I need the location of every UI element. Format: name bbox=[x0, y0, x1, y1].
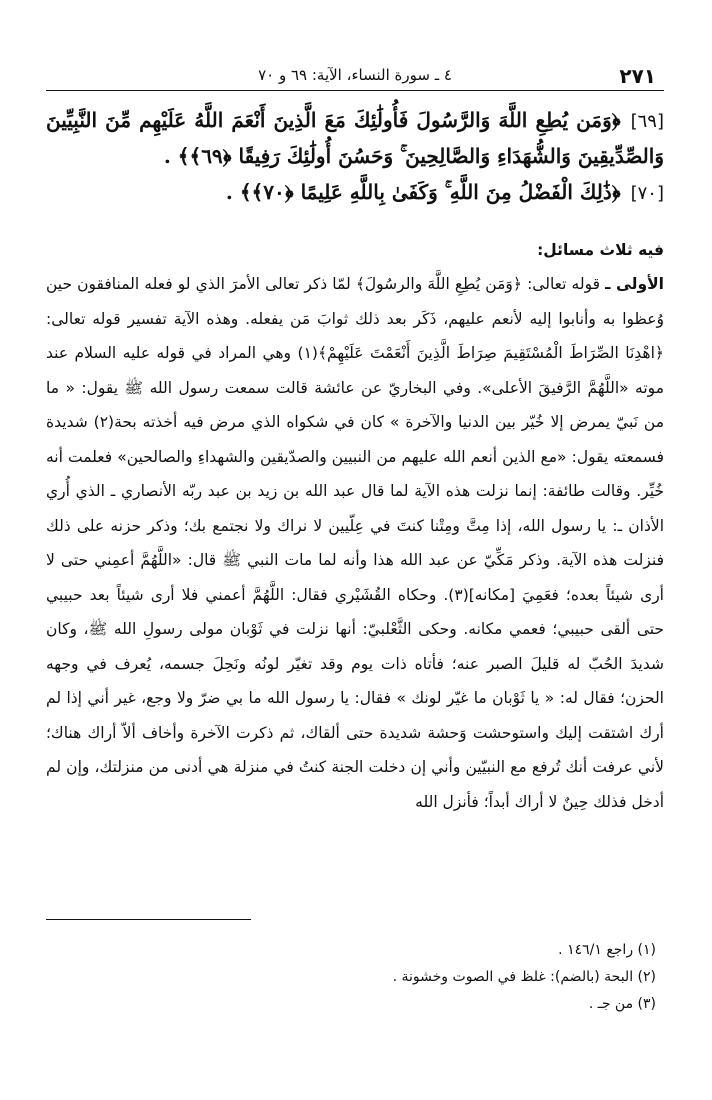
page-header bbox=[46, 58, 664, 91]
verse-number: [٧٠] bbox=[630, 183, 664, 204]
verse-text: ﴿وَمَن يُطِعِ اللَّهَ وَالرَّسُولَ فَأُولَٰئِكَ مَعَ الَّذِينَ أَنْعَمَ اللَّهُ عَلَيْهِم مِّنَ النَّبِيِّينَ وَالصِّدِّيقِينَ وَالشُّهَدَاءِ وَالصَّالِحِينَ ۚ وَحَسُنَ أُولَٰئِكَ رَفِيقًا ﴿٦٩﴾﴾ . bbox=[46, 108, 664, 168]
page-number: ٢٧١ bbox=[619, 64, 656, 88]
body-text: قوله تعالى: ﴿وَمَن يُطِعِ اللَّهَ والرسُولَ﴾ لمّا ذكر تعالى الأمرَ الذي لو فعله المنافقون حين وُعظوا به وأنابوا إليه لأنعم عليهم، ذَكَر بعد ذلك ثوابَ مَن يفعله. وهذه الآية تفسير قوله تعالى: ﴿اهْدِنَا الصِّرَاطَ الْمُسْتَقِيمَ صِرَاطَ الَّذِينَ أَنْعَمْتَ عَلَيْهِمْ﴾(١) وهي المراد في قوله عليه السلام عند موته «اللَّهُمَّ الرَّفيقَ الأعلى». وفي البخاريّ عن عائشة قالت سمعت رسول الله ﷺ يقول: « ما من نَبيّ يمرض إلا خُيّر بين الدنيا والآخرة » كان في شكواه الذي مرض فيه أخذته بحة(٢) شديدة فسمعته يقول: «مع الذين أنعم الله عليهم من النبيين والصدّيقين والشهداءِ والصالحين» فعلمت أنه خُيِّر. وقالت طائفة: إنما نزلت هذه الآية لما قال عبد الله بن زيد بن عبد ربّه الأنصاري ـ الذي أُري الأذان ـ: يا رسول الله، إذا مِتَّ ومِتْنا كنتَ في عِلّيين لا نراك ولا نجتمع بك؛ وذكر حزنه على ذلك فنزلت هذه الآية. وذكر مَكِّيّ عن عبد الله هذا وأنه لما مات النبي ﷺ قال: «اللَّهُمَّ أعمِني حتى لا أرى شيئاً بعده؛ فعَمِيَ [مكانه](٣). وحكاه القُشَيْري فقال: اللَّهُمَّ أعمني فلا أرى شيئاً بعد حبيبي حتى ألقى حبيبي؛ فعمي مكانه. وحكى الثَّعْلبيّ: أنها نزلت في ثَوْبان مولى رسولِ الله ﷺ، وكان شديدَ الحُبّ له قليلَ الصبر عنه؛ فأتاه ذات يوم وقد تغيّر لونُه ونَحِلَ جسمه، يُعرف في وجهه الحزن؛ فقال له: « يا ثَوْبان ما غيّر لونك » فقال: يا رسول الله ما بي ضرّ ولا وجع، غير أني إذا لم أرك اشتقت إليك واستوحشت وَحشة شديدة حتى ألقاك، ثم ذكرت الآخرة وأخاف ألاّ أراك هناك؛ لأني عرفت أنك تُرفع مع النبيّين وأني إن دخلت الجنة كنتُ في منزلة هي أدنى من منزلتك، وإن لم أدخل فذلك حِينٌ لا أراك أبداً؛ فأنزل الله bbox=[46, 275, 664, 811]
document-page bbox=[46, 58, 664, 1070]
footnote-2: (٢) البحة (بالضم): غلظ في الصوت وخشونة . bbox=[392, 969, 656, 985]
footnote-divider bbox=[46, 919, 251, 920]
footnotes bbox=[46, 937, 656, 1018]
verse-70 bbox=[46, 175, 664, 211]
verse-text: ﴿ذَٰلِكَ الْفَضْلُ مِنَ اللَّهِ ۚ وَكَفَىٰ بِاللَّهِ عَلِيمًا ﴿٧٠﴾﴾ . bbox=[225, 180, 621, 204]
running-title: ٤ ـ سورة النساء، الآية: ٦٩ و ٧٠ bbox=[258, 66, 452, 84]
body-paragraph bbox=[46, 267, 664, 819]
section-intro: فيه ثلاث مسائل: bbox=[537, 241, 664, 259]
issue-lead: الأولى ـ bbox=[605, 275, 664, 293]
footnote-3: (٣) من جـ . bbox=[588, 996, 656, 1012]
footnote-1: (١) راجع ١٤٦/١ . bbox=[558, 942, 656, 958]
verse-number: [٦٩] bbox=[630, 111, 664, 132]
verse-69 bbox=[46, 103, 664, 173]
